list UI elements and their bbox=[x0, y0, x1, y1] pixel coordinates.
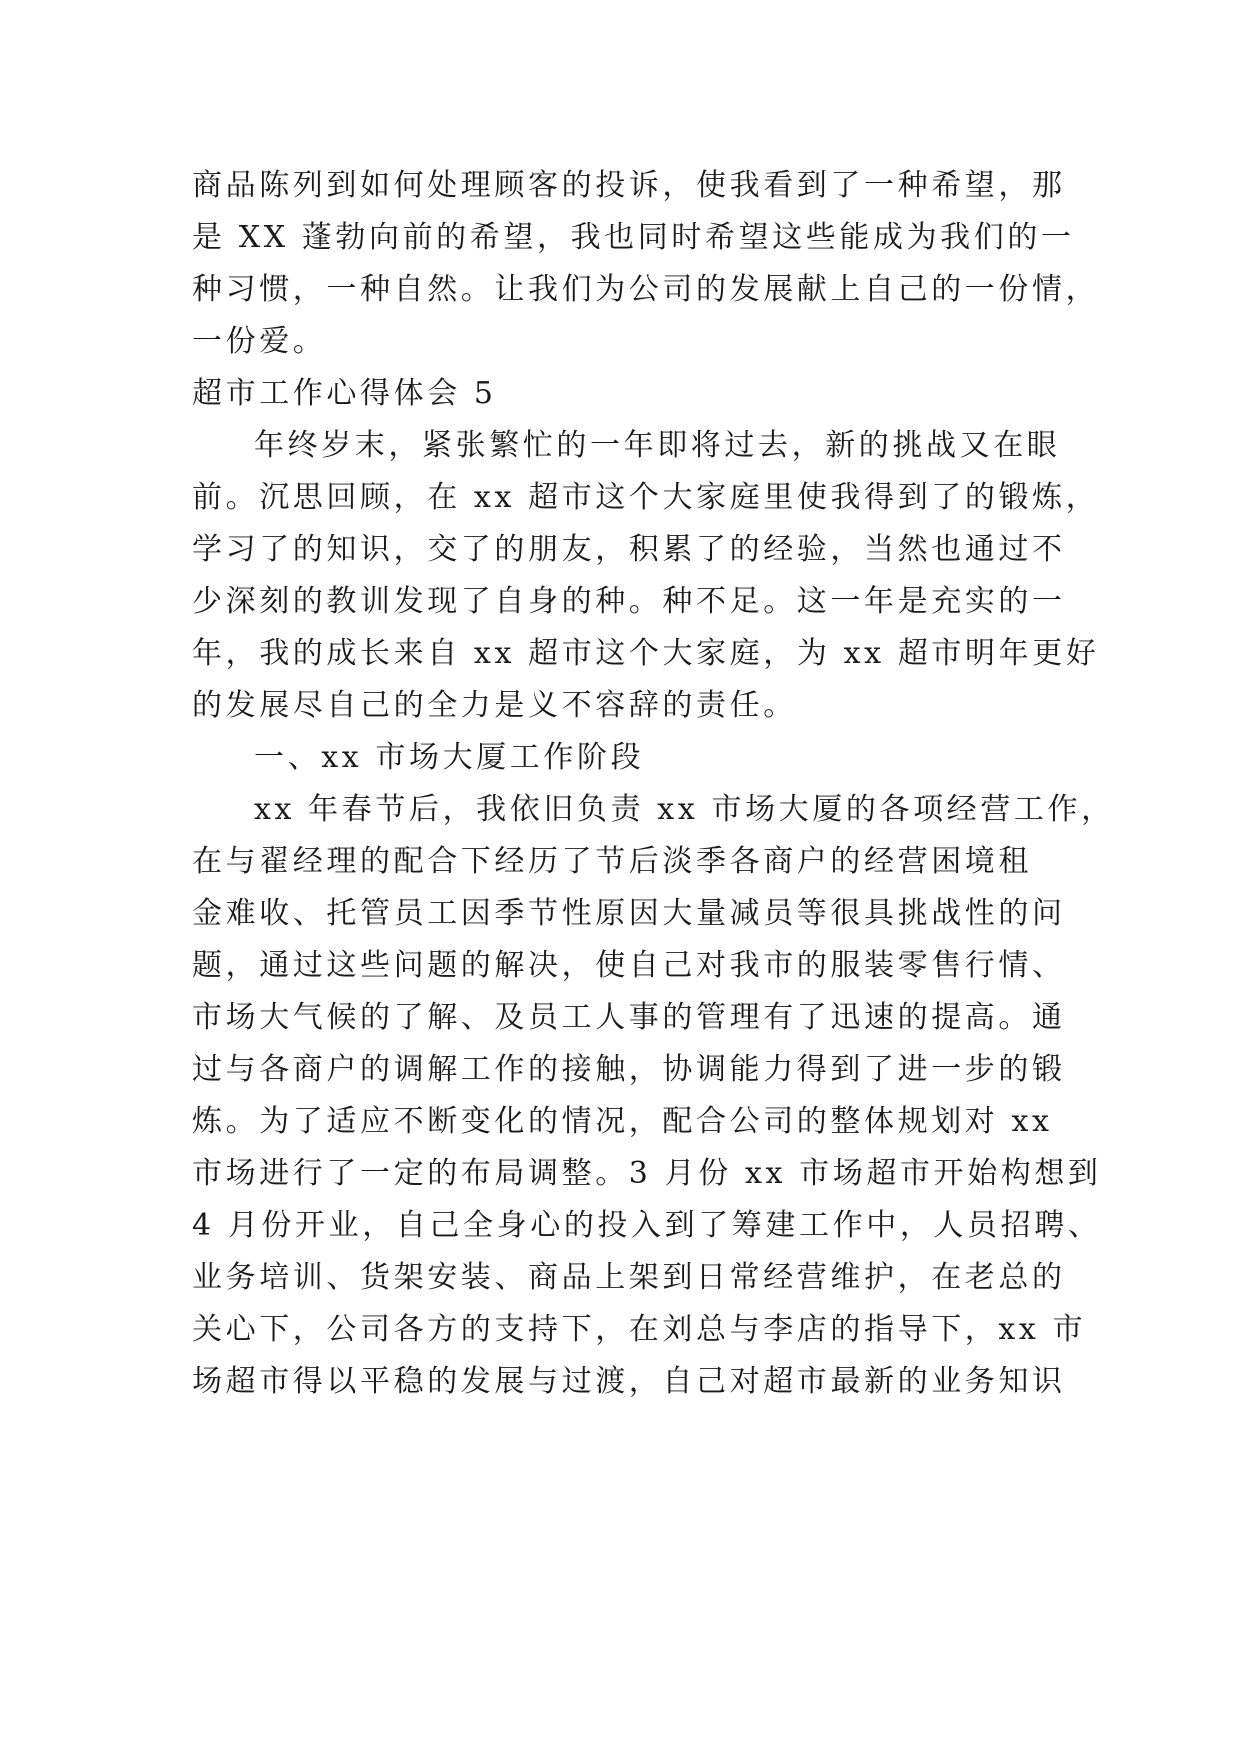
text-line: 题，通过这些问题的解决，使自己对我市的服装零售行情、 bbox=[192, 948, 1066, 983]
text-line: 年，我的成长来自 xx 超市这个大家庭，为 xx 超市明年更好 bbox=[192, 636, 1100, 671]
text-line: 学习了的知识，交了的朋友，积累了的经验，当然也通过不 bbox=[192, 532, 1066, 567]
text-line: 业务培训、货架安装、商品上架到日常经营维护，在老总的 bbox=[192, 1260, 1066, 1295]
section-title: 超市工作心得体会 5 bbox=[192, 376, 497, 411]
text-line: 炼。为了适应不断变化的情况，配合公司的整体规划对 xx bbox=[192, 1104, 1053, 1139]
text-line: 场超市得以平稳的发展与过渡，自己对超市最新的业务知识 bbox=[192, 1364, 1066, 1399]
text-line: 年终岁末，紧张繁忙的一年即将过去，新的挑战又在眼 bbox=[254, 428, 1061, 463]
text-line: 市场大气候的了解、及员工人事的管理有了迅速的提高。通 bbox=[192, 1000, 1066, 1035]
text-line: 是 XX 蓬勃向前的希望，我也同时希望这些能成为我们的一 bbox=[192, 220, 1075, 255]
text-line: xx 年春节后，我依旧负责 xx 市场大厦的各项经营工作， bbox=[254, 792, 1115, 827]
document-body bbox=[192, 160, 1115, 1408]
text-line: 在与翟经理的配合下经历了节后淡季各商户的经营困境租 bbox=[192, 844, 1032, 879]
text-line: 一份爱。 bbox=[192, 324, 327, 359]
text-line: 种习惯，一种自然。让我们为公司的发展献上自己的一份情， bbox=[192, 272, 1100, 307]
text-line: 商品陈列到如何处理顾客的投诉，使我看到了一种希望，那 bbox=[192, 168, 1066, 203]
text-line: 4 月份开业，自己全身心的投入到了筹建工作中，人员招聘、 bbox=[192, 1208, 1102, 1243]
text-line: 市场进行了一定的布局调整。3 月份 xx 市场超市开始构想到 bbox=[192, 1156, 1102, 1191]
text-line: 金难收、托管员工因季节性原因大量减员等很具挑战性的问 bbox=[192, 896, 1066, 931]
text-line: 前。沉思回顾，在 xx 超市这个大家庭里使我得到了的锻炼， bbox=[192, 480, 1100, 515]
subheading: 一、xx 市场大厦工作阶段 bbox=[254, 740, 645, 775]
text-line: 过与各商户的调解工作的接触，协调能力得到了进一步的锻 bbox=[192, 1052, 1066, 1087]
text-line: 的发展尽自己的全力是义不容辞的责任。 bbox=[192, 688, 797, 723]
text-line: 关心下，公司各方的支持下，在刘总与李店的指导下，xx 市 bbox=[192, 1312, 1087, 1347]
text-line: 少深刻的教训发现了自身的种。种不足。这一年是充实的一 bbox=[192, 584, 1066, 619]
